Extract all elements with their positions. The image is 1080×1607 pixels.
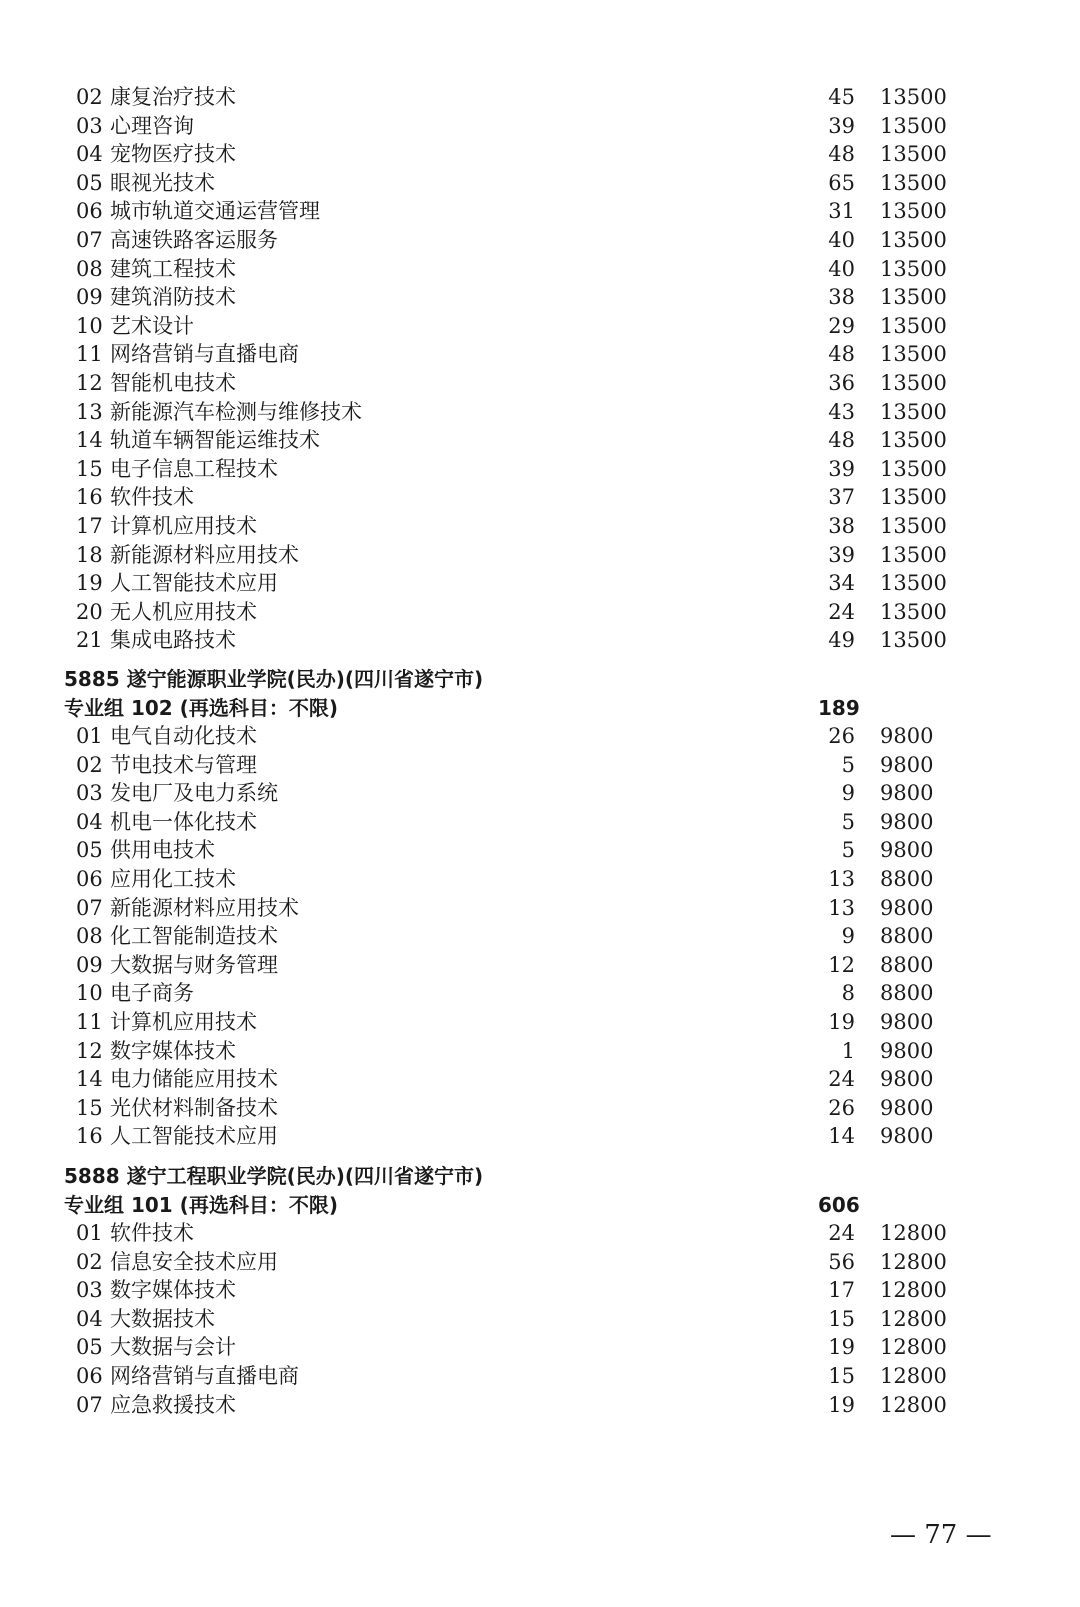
major-row bbox=[0, 894, 1080, 923]
major-name: 数字媒体技术 bbox=[110, 1278, 236, 1303]
major-row bbox=[0, 512, 1080, 541]
major-fee: 12800 bbox=[880, 1221, 947, 1245]
major-name: 大数据与会计 bbox=[110, 1335, 236, 1360]
major-name: 光伏材料制备技术 bbox=[110, 1095, 278, 1120]
major-fee: 9800 bbox=[880, 1067, 934, 1092]
major-name: 建筑工程技术 bbox=[110, 256, 236, 281]
major-name: 建筑消防技术 bbox=[110, 285, 236, 310]
major-count: 19 bbox=[828, 1335, 855, 1360]
major-code: 15 bbox=[76, 1095, 103, 1120]
major-count: 14 bbox=[828, 1124, 855, 1149]
major-code: 06 bbox=[76, 1364, 103, 1388]
major-fee: 13500 bbox=[880, 170, 947, 195]
major-code: 07 bbox=[76, 1392, 103, 1417]
page-number: — 77 — bbox=[890, 1520, 992, 1550]
major-name: 化工智能制造技术 bbox=[110, 924, 278, 949]
major-code: 05 bbox=[76, 170, 103, 195]
major-name: 软件技术 bbox=[110, 1221, 194, 1245]
major-row bbox=[0, 455, 1080, 484]
major-name: 大数据与财务管理 bbox=[110, 952, 278, 977]
major-code: 11 bbox=[76, 342, 103, 367]
major-fee: 9800 bbox=[880, 1095, 934, 1120]
major-fee: 13500 bbox=[880, 628, 947, 653]
major-name: 康复治疗技术 bbox=[110, 85, 236, 109]
major-row bbox=[0, 83, 1080, 112]
major-count: 39 bbox=[828, 542, 855, 567]
major-row bbox=[0, 865, 1080, 894]
major-code: 12 bbox=[76, 1038, 103, 1063]
major-code: 10 bbox=[76, 981, 103, 1006]
major-name: 电气自动化技术 bbox=[110, 724, 257, 748]
major-count: 37 bbox=[828, 485, 855, 510]
major-code: 04 bbox=[76, 142, 103, 167]
major-code: 07 bbox=[76, 228, 103, 252]
major-fee: 9800 bbox=[880, 1038, 934, 1063]
major-count: 5 bbox=[841, 838, 855, 863]
major-count: 40 bbox=[828, 228, 855, 252]
major-fee: 13500 bbox=[880, 285, 947, 310]
major-row bbox=[0, 1122, 1080, 1151]
major-fee: 9800 bbox=[880, 1010, 934, 1034]
school-heading bbox=[0, 1162, 1080, 1191]
group-count: 606 bbox=[818, 1193, 860, 1217]
major-fee: 13500 bbox=[880, 599, 947, 624]
major-row bbox=[0, 1391, 1080, 1420]
major-row bbox=[0, 779, 1080, 808]
group-label: 专业组 102 (再选科目：不限) bbox=[64, 696, 338, 720]
major-name: 计算机应用技术 bbox=[110, 1010, 257, 1034]
major-code: 09 bbox=[76, 952, 103, 977]
major-fee: 9800 bbox=[880, 724, 934, 748]
major-row bbox=[0, 369, 1080, 398]
major-fee: 9800 bbox=[880, 1124, 934, 1149]
major-code: 04 bbox=[76, 809, 103, 834]
major-name: 高速铁路客运服务 bbox=[110, 228, 278, 252]
major-fee: 13500 bbox=[880, 228, 947, 252]
major-group-heading bbox=[0, 694, 1080, 723]
major-row bbox=[0, 836, 1080, 865]
major-code: 02 bbox=[76, 752, 103, 777]
major-row bbox=[0, 226, 1080, 255]
major-code: 05 bbox=[76, 838, 103, 863]
major-code: 01 bbox=[76, 724, 103, 748]
major-count: 9 bbox=[841, 781, 855, 806]
major-fee: 12800 bbox=[880, 1364, 947, 1388]
major-count: 24 bbox=[828, 1221, 855, 1245]
major-name: 应急救援技术 bbox=[110, 1392, 236, 1417]
school-title: 5888 遂宁工程职业学院(民办)(四川省遂宁市) bbox=[64, 1164, 484, 1188]
major-name: 心理咨询 bbox=[110, 113, 194, 138]
major-count: 45 bbox=[828, 85, 855, 109]
major-code: 08 bbox=[76, 924, 103, 949]
major-code: 18 bbox=[76, 542, 103, 567]
major-code: 08 bbox=[76, 256, 103, 281]
major-row bbox=[0, 1248, 1080, 1277]
major-name: 轨道车辆智能运维技术 bbox=[110, 428, 320, 453]
major-fee: 13500 bbox=[880, 456, 947, 481]
major-code: 14 bbox=[76, 428, 103, 453]
major-code: 09 bbox=[76, 285, 103, 310]
major-fee: 13500 bbox=[880, 256, 947, 281]
major-fee: 12800 bbox=[880, 1278, 947, 1303]
major-count: 13 bbox=[828, 867, 855, 891]
major-count: 17 bbox=[828, 1278, 855, 1303]
major-code: 05 bbox=[76, 1335, 103, 1360]
major-name: 电子信息工程技术 bbox=[110, 456, 278, 481]
major-row bbox=[0, 541, 1080, 570]
major-code: 02 bbox=[76, 85, 103, 109]
major-name: 新能源汽车检测与维修技术 bbox=[110, 399, 362, 424]
major-fee: 13500 bbox=[880, 85, 947, 109]
major-name: 新能源材料应用技术 bbox=[110, 895, 299, 920]
major-row bbox=[0, 483, 1080, 512]
major-count: 38 bbox=[828, 514, 855, 538]
major-fee: 13500 bbox=[880, 514, 947, 538]
major-fee: 9800 bbox=[880, 752, 934, 777]
major-fee: 8800 bbox=[880, 981, 934, 1006]
major-count: 31 bbox=[828, 199, 855, 224]
major-code: 01 bbox=[76, 1221, 103, 1245]
major-row bbox=[0, 1276, 1080, 1305]
major-code: 03 bbox=[76, 1278, 103, 1303]
major-code: 14 bbox=[76, 1067, 103, 1092]
major-name: 城市轨道交通运营管理 bbox=[110, 199, 320, 224]
major-fee: 12800 bbox=[880, 1335, 947, 1360]
major-code: 16 bbox=[76, 1124, 103, 1149]
major-code: 17 bbox=[76, 514, 103, 538]
major-row bbox=[0, 598, 1080, 627]
major-row bbox=[0, 1219, 1080, 1248]
major-name: 新能源材料应用技术 bbox=[110, 542, 299, 567]
major-count: 43 bbox=[828, 399, 855, 424]
major-count: 9 bbox=[841, 924, 855, 949]
major-count: 39 bbox=[828, 113, 855, 138]
major-count: 36 bbox=[828, 371, 855, 395]
major-count: 49 bbox=[828, 628, 855, 653]
major-count: 5 bbox=[841, 809, 855, 834]
major-code: 12 bbox=[76, 371, 103, 395]
major-count: 26 bbox=[828, 1095, 855, 1120]
major-code: 11 bbox=[76, 1010, 103, 1034]
major-row bbox=[0, 169, 1080, 198]
major-fee: 9800 bbox=[880, 895, 934, 920]
major-row bbox=[0, 426, 1080, 455]
major-row bbox=[0, 1037, 1080, 1066]
major-fee: 13500 bbox=[880, 113, 947, 138]
group-count: 189 bbox=[818, 696, 860, 720]
major-name: 艺术设计 bbox=[110, 313, 194, 338]
major-fee: 13500 bbox=[880, 571, 947, 596]
major-count: 5 bbox=[841, 752, 855, 777]
major-code: 15 bbox=[76, 456, 103, 481]
major-count: 48 bbox=[828, 428, 855, 453]
major-count: 56 bbox=[828, 1249, 855, 1274]
major-count: 48 bbox=[828, 342, 855, 367]
major-name: 网络营销与直播电商 bbox=[110, 342, 299, 367]
major-count: 1 bbox=[841, 1038, 855, 1063]
major-count: 19 bbox=[828, 1392, 855, 1417]
major-fee: 13500 bbox=[880, 485, 947, 510]
major-row bbox=[0, 283, 1080, 312]
major-fee: 9800 bbox=[880, 781, 934, 806]
major-count: 65 bbox=[828, 170, 855, 195]
major-count: 24 bbox=[828, 599, 855, 624]
major-fee: 13500 bbox=[880, 428, 947, 453]
major-row bbox=[0, 569, 1080, 598]
major-name: 发电厂及电力系统 bbox=[110, 781, 278, 806]
major-row bbox=[0, 1333, 1080, 1362]
major-count: 39 bbox=[828, 456, 855, 481]
major-fee: 8800 bbox=[880, 924, 934, 949]
major-name: 机电一体化技术 bbox=[110, 809, 257, 834]
major-fee: 13500 bbox=[880, 313, 947, 338]
major-code: 13 bbox=[76, 399, 103, 424]
major-fee: 13500 bbox=[880, 399, 947, 424]
major-code: 03 bbox=[76, 781, 103, 806]
major-row bbox=[0, 951, 1080, 980]
major-fee: 13500 bbox=[880, 342, 947, 367]
major-row bbox=[0, 808, 1080, 837]
major-name: 人工智能技术应用 bbox=[110, 571, 278, 596]
major-count: 48 bbox=[828, 142, 855, 167]
major-name: 电力储能应用技术 bbox=[110, 1067, 278, 1092]
major-fee: 9800 bbox=[880, 838, 934, 863]
major-row bbox=[0, 1094, 1080, 1123]
major-count: 12 bbox=[828, 952, 855, 977]
major-count: 29 bbox=[828, 313, 855, 338]
major-row bbox=[0, 255, 1080, 284]
major-code: 20 bbox=[76, 599, 103, 624]
major-name: 无人机应用技术 bbox=[110, 599, 257, 624]
major-row bbox=[0, 1065, 1080, 1094]
major-fee: 12800 bbox=[880, 1249, 947, 1274]
major-row bbox=[0, 140, 1080, 169]
major-count: 40 bbox=[828, 256, 855, 281]
major-count: 38 bbox=[828, 285, 855, 310]
major-name: 电子商务 bbox=[110, 981, 194, 1006]
major-code: 06 bbox=[76, 199, 103, 224]
major-fee: 9800 bbox=[880, 809, 934, 834]
major-row bbox=[0, 340, 1080, 369]
major-count: 19 bbox=[828, 1010, 855, 1034]
group-label: 专业组 101 (再选科目：不限) bbox=[64, 1193, 338, 1217]
major-row bbox=[0, 722, 1080, 751]
major-name: 节电技术与管理 bbox=[110, 752, 257, 777]
major-count: 8 bbox=[841, 981, 855, 1006]
major-name: 数字媒体技术 bbox=[110, 1038, 236, 1063]
major-row bbox=[0, 626, 1080, 655]
major-code: 16 bbox=[76, 485, 103, 510]
major-row bbox=[0, 1008, 1080, 1037]
major-name: 智能机电技术 bbox=[110, 371, 236, 395]
major-fee: 13500 bbox=[880, 542, 947, 567]
major-code: 04 bbox=[76, 1306, 103, 1331]
major-code: 07 bbox=[76, 895, 103, 920]
major-fee: 13500 bbox=[880, 142, 947, 167]
major-row bbox=[0, 1305, 1080, 1334]
major-count: 13 bbox=[828, 895, 855, 920]
major-code: 06 bbox=[76, 867, 103, 891]
major-name: 软件技术 bbox=[110, 485, 194, 510]
major-name: 集成电路技术 bbox=[110, 628, 236, 653]
major-name: 网络营销与直播电商 bbox=[110, 1364, 299, 1388]
major-row bbox=[0, 112, 1080, 141]
major-count: 24 bbox=[828, 1067, 855, 1092]
major-name: 计算机应用技术 bbox=[110, 514, 257, 538]
major-fee: 8800 bbox=[880, 952, 934, 977]
major-row bbox=[0, 398, 1080, 427]
major-count: 15 bbox=[828, 1364, 855, 1388]
school-title: 5885 遂宁能源职业学院(民办)(四川省遂宁市) bbox=[64, 667, 484, 691]
major-fee: 13500 bbox=[880, 199, 947, 224]
major-row bbox=[0, 979, 1080, 1008]
major-code: 21 bbox=[76, 628, 103, 653]
major-count: 15 bbox=[828, 1306, 855, 1331]
major-name: 应用化工技术 bbox=[110, 867, 236, 891]
major-row bbox=[0, 1362, 1080, 1391]
major-name: 大数据技术 bbox=[110, 1306, 215, 1331]
major-name: 信息安全技术应用 bbox=[110, 1249, 278, 1274]
major-name: 供用电技术 bbox=[110, 838, 215, 863]
major-name: 宠物医疗技术 bbox=[110, 142, 236, 167]
major-code: 10 bbox=[76, 313, 103, 338]
major-row bbox=[0, 922, 1080, 951]
major-fee: 8800 bbox=[880, 867, 934, 891]
major-code: 19 bbox=[76, 571, 103, 596]
major-row bbox=[0, 197, 1080, 226]
major-code: 02 bbox=[76, 1249, 103, 1274]
major-name: 眼视光技术 bbox=[110, 170, 215, 195]
major-fee: 12800 bbox=[880, 1306, 947, 1331]
school-heading bbox=[0, 665, 1080, 694]
major-fee: 12800 bbox=[880, 1392, 947, 1417]
major-row bbox=[0, 312, 1080, 341]
major-row bbox=[0, 751, 1080, 780]
major-fee: 13500 bbox=[880, 371, 947, 395]
major-count: 34 bbox=[828, 571, 855, 596]
major-code: 03 bbox=[76, 113, 103, 138]
major-count: 26 bbox=[828, 724, 855, 748]
major-name: 人工智能技术应用 bbox=[110, 1124, 278, 1149]
major-group-heading bbox=[0, 1191, 1080, 1220]
